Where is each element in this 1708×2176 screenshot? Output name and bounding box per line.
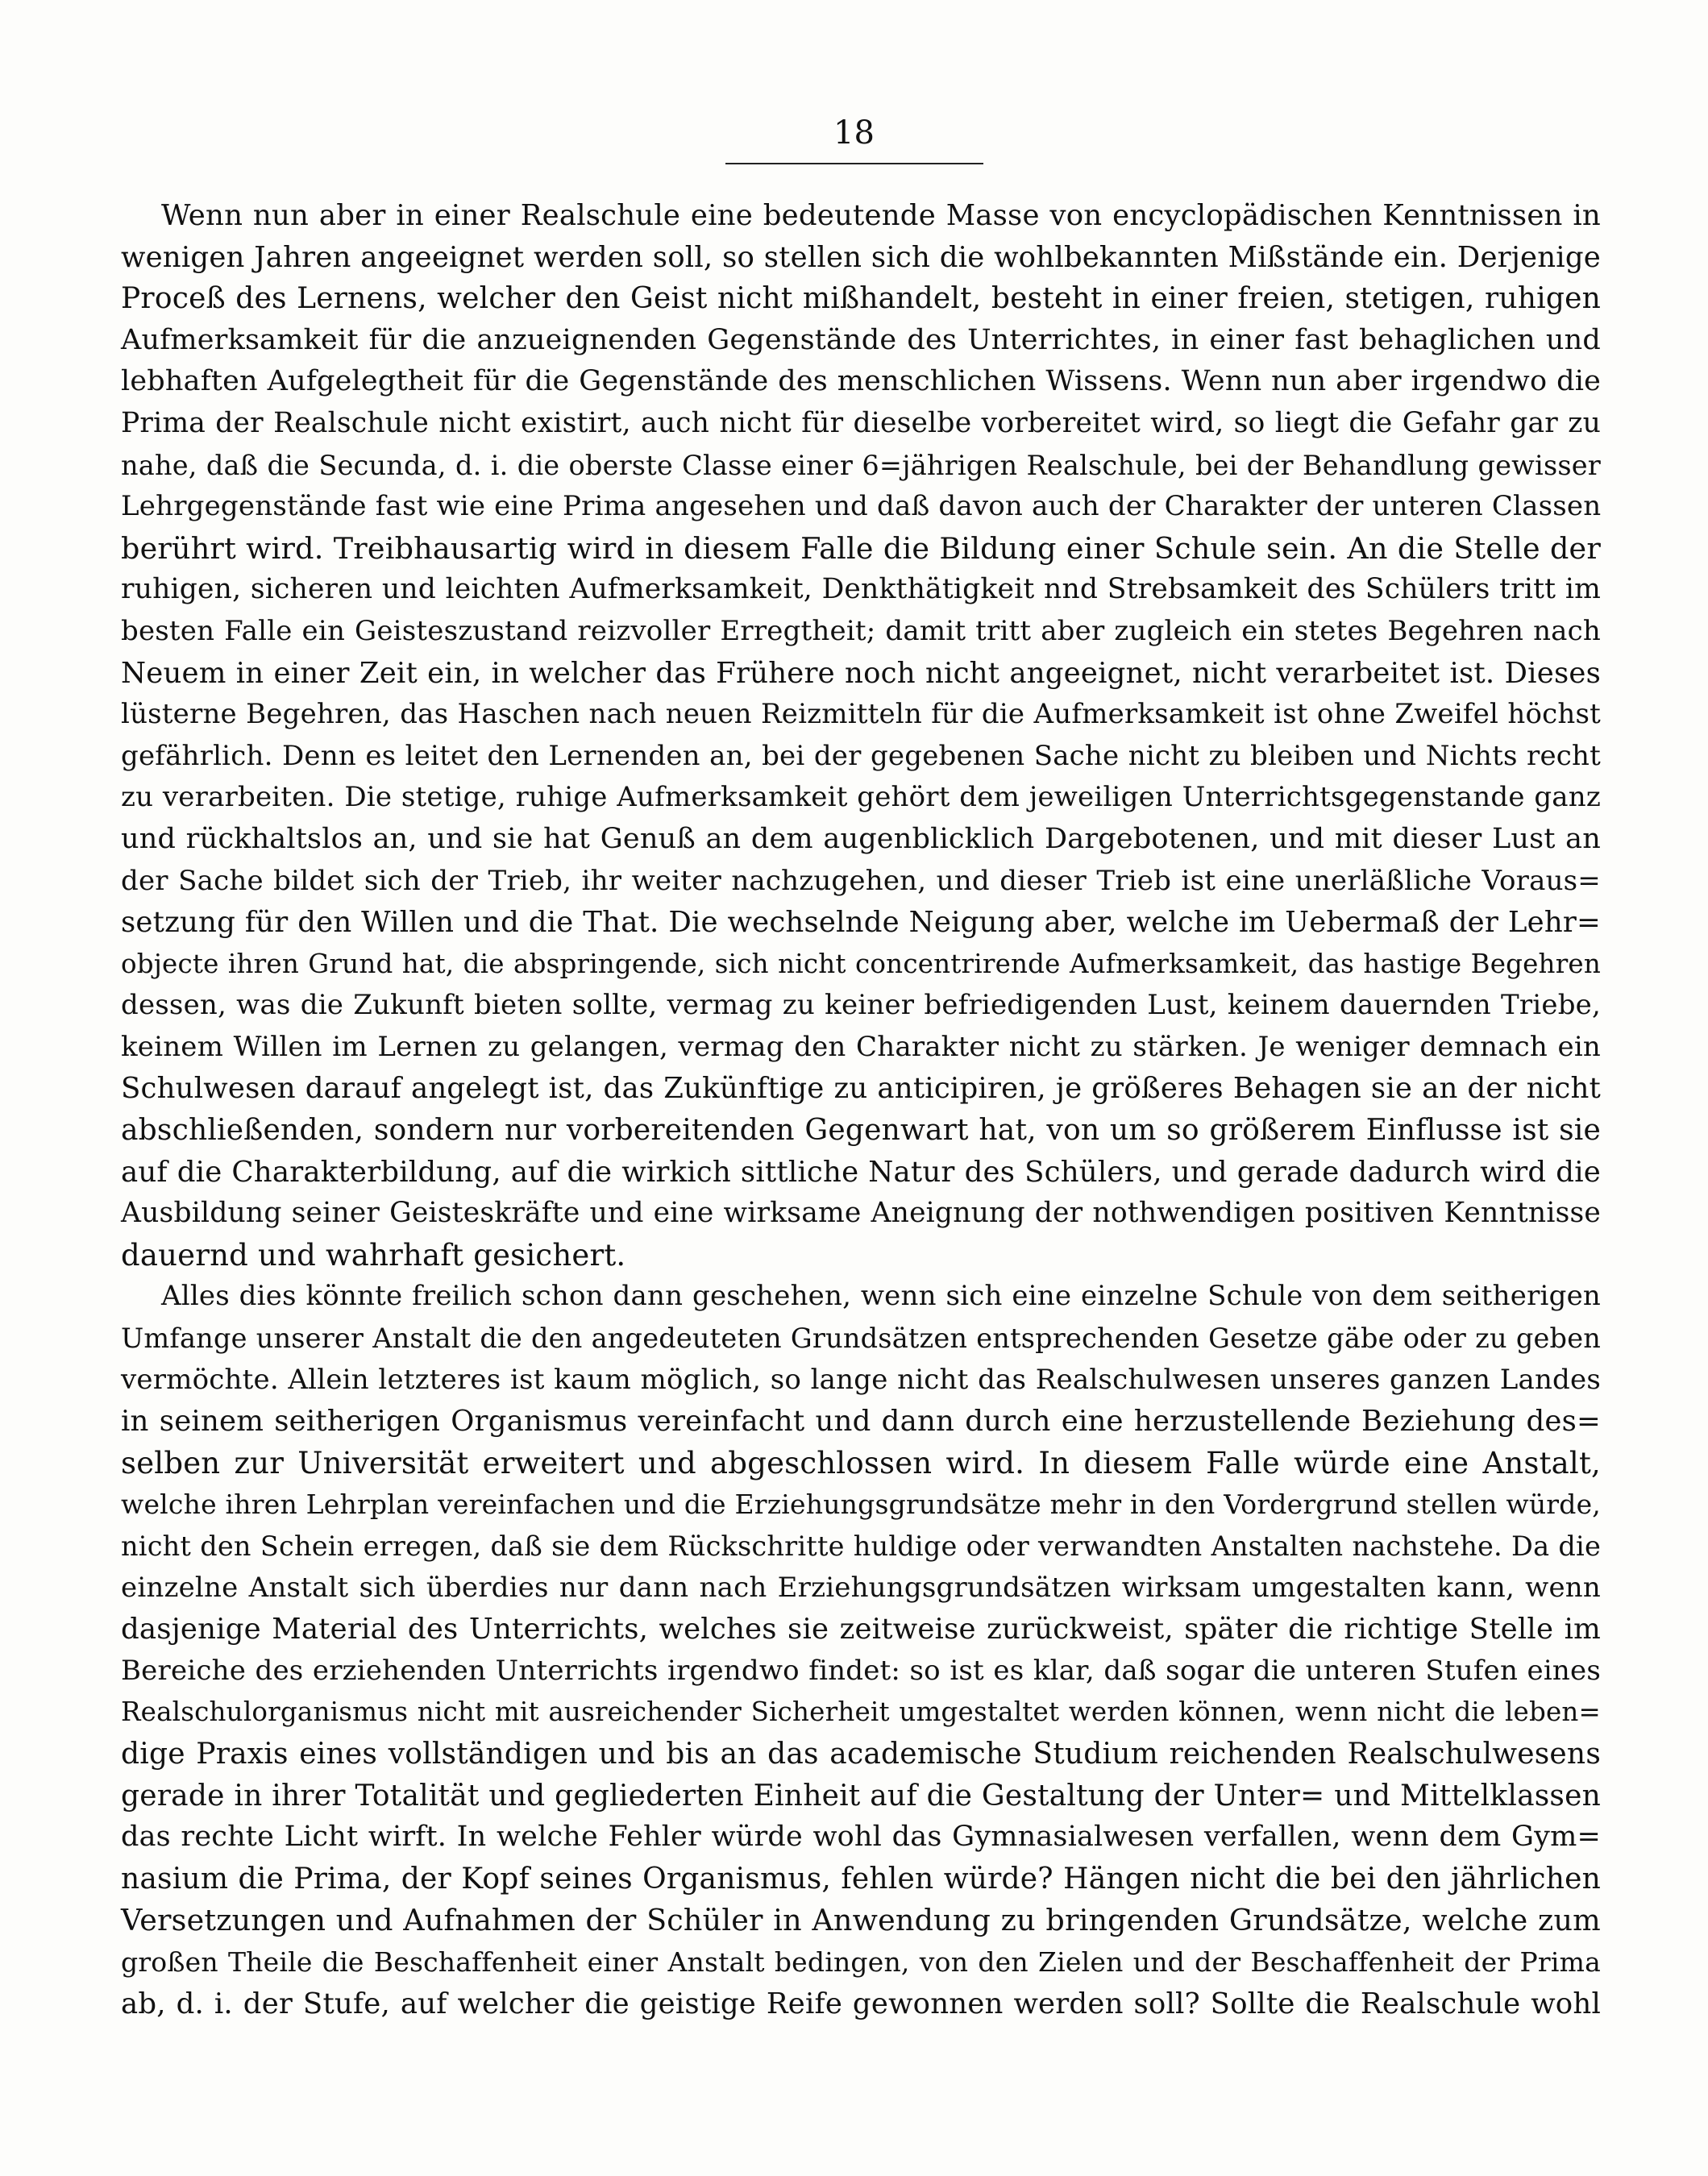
text-line: lebhaften Aufgelegtheit für die Gegenstände des menschlichen Wissens. Wenn nun aber irgendwo die	[121, 365, 1601, 398]
text-line: auf die Charakterbildung, auf die wirkich sittliche Natur des Schülers, und gerade dadurch wird die	[121, 1155, 1601, 1189]
text-line: keinem Willen im Lernen zu gelangen, vermag den Charakter nicht zu stärken. Je weniger demnach ein	[121, 1030, 1601, 1063]
paragraph-1	[121, 195, 1601, 1276]
text-line: in seinem seitherigen Organismus vereinfacht und dann durch eine herzustellende Beziehung des=	[121, 1405, 1601, 1439]
text-line: gerade in ihrer Totalität und gegliederten Einheit auf die Gestaltung der Unter= und Mittelklassen	[121, 1779, 1601, 1813]
text-line: Wenn nun aber in einer Realschule eine bedeutende Masse von encyclopädischen Kenntnissen in	[161, 199, 1601, 232]
page-number: 18	[833, 114, 875, 152]
body-text	[121, 195, 1601, 2024]
text-line: Prima der Realschule nicht existirt, auch nicht für dieselbe vorbereitet wird, so liegt die Gefahr gar zu	[121, 406, 1601, 439]
text-line: objecte ihren Grund hat, die abspringende, sich nicht concentrirende Aufmerksamkeit, das hastige Begehren	[121, 948, 1601, 979]
text-line: besten Falle ein Geisteszustand reizvoller Erregtheit; damit tritt aber zugleich ein stetes Begehren nach	[121, 614, 1601, 647]
text-line: dasjenige Material des Unterrichts, welches sie zeitweise zurückweist, später die richtige Stelle im	[121, 1613, 1601, 1647]
text-line: Realschulorganismus nicht mit ausreichender Sicherheit umgestaltet werden können, wenn nicht die leben=	[121, 1696, 1601, 1728]
text-line: und rückhaltslos an, und sie hat Genuß an dem augenblicklich Dargebotenen, und mit dieser Lust an	[121, 822, 1601, 855]
text-line: Aufmerksamkeit für die anzueignenden Gegenstände des Unterrichtes, in einer fast behaglichen und	[121, 323, 1601, 356]
text-line: einzelne Anstalt sich überdies nur dann nach Erziehungsgrundsätzen wirksam umgestalten kann, wenn	[121, 1571, 1601, 1604]
text-line: wenigen Jahren angeeignet werden soll, so stellen sich die wohlbekannten Mißstände ein. Derjenige	[121, 240, 1601, 274]
text-line: Ausbildung seiner Geisteskräfte und eine wirksame Aneignung der nothwendigen positiven Kenntnisse	[121, 1197, 1601, 1230]
text-line: dessen, was die Zukunft bieten sollte, vermag zu keiner befriedigenden Lust, keinem dauernden Triebe,	[121, 989, 1601, 1022]
text-line: nahe, daß die Secunda, d. i. die oberste Classe einer 6=jährigen Realschule, bei der Behandlung gewisser	[121, 449, 1601, 481]
header-rule	[725, 163, 983, 164]
text-line: nicht den Schein erregen, daß sie dem Rückschritte huldige oder verwandten Anstalten nachstehe. Da die	[121, 1530, 1601, 1562]
text-line: setzung für den Willen und die That. Die wechselnde Neigung aber, welche im Uebermaß der Lehr=	[121, 906, 1601, 940]
text-line: nasium die Prima, der Kopf seines Organismus, fehlen würde? Hängen nicht die bei den jährlichen	[121, 1862, 1601, 1896]
text-line: selben zur Universität erweitert und abgeschlossen wird. In diesem Falle würde eine Anstalt,	[121, 1445, 1601, 1480]
text-line: vermöchte. Allein letzteres ist kaum möglich, so lange nicht das Realschulwesen unseres ganzen Landes	[121, 1363, 1601, 1396]
text-line: der Sache bildet sich der Trieb, ihr weiter nachzugehen, und dieser Trieb ist eine unerläßliche Voraus=	[121, 864, 1601, 897]
text-line: welche ihren Lehrplan vereinfachen und die Erziehungsgrundsätze mehr in den Vordergrund stellen würde,	[121, 1489, 1601, 1521]
text-line: Proceß des Lernens, welcher den Geist nicht mißhandelt, besteht in einer freien, stetigen, ruhigen	[121, 282, 1601, 316]
paragraph-2	[121, 1276, 1601, 2024]
text-line: dauernd und wahrhaft gesichert.	[121, 1237, 626, 1273]
text-line: Lehrgegenstände fast wie eine Prima angesehen und daß davon auch der Charakter der unteren Classen	[121, 490, 1602, 523]
text-line: Umfange unserer Anstalt die den angedeuteten Grundsätzen entsprechenden Gesetze gäbe oder zu geben	[121, 1323, 1601, 1355]
text-line: lüsterne Begehren, das Haschen nach neuen Reizmitteln für die Aufmerksamkeit ist ohne Zweifel höchst	[121, 698, 1601, 731]
text-line: Bereiche des erziehenden Unterrichts irgendwo findet: so ist es klar, daß sogar die unteren Stufen eines	[121, 1654, 1601, 1687]
text-line: ruhigen, sicheren und leichten Aufmerksamkeit, Denkthätigkeit nnd Strebsamkeit des Schülers tritt im	[121, 573, 1601, 606]
text-line: dige Praxis eines vollständigen und bis an das academische Studium reichenden Realschulwesens	[121, 1737, 1601, 1771]
text-line: Versetzungen und Aufnahmen der Schüler in Anwendung zu bringenden Grundsätze, welche zum	[121, 1903, 1601, 1938]
text-line: großen Theile die Beschaffenheit einer Anstalt bedingen, von den Zielen und der Beschaffenheit der Prima	[121, 1946, 1601, 1978]
text-line: Schulwesen darauf angelegt ist, das Zukünftige zu anticipiren, je größeres Behagen sie an der nicht	[121, 1072, 1601, 1106]
text-line: ab, d. i. der Stufe, auf welcher die geistige Reife gewonnen werden soll? Sollte die Realschule wohl	[121, 1987, 1601, 2020]
text-line: Alles dies könnte freilich schon dann geschehen, wenn sich eine einzelne Schule von dem seitherigen	[161, 1280, 1601, 1313]
text-line: das rechte Licht wirft. In welche Fehler würde wohl das Gymnasialwesen verfallen, wenn dem Gym=	[121, 1821, 1601, 1854]
text-line: gefährlich. Denn es leitet den Lernenden an, bei der gegebenen Sache nicht zu bleiben und Nichts recht	[121, 739, 1601, 772]
text-line: berührt wird. Treibhausartig wird in diesem Falle die Bildung einer Schule sein. An die Stelle der	[121, 530, 1601, 566]
text-line: abschließenden, sondern nur vorbereitenden Gegenwart hat, von um so größerem Einflusse ist sie	[121, 1114, 1601, 1148]
text-line: zu verarbeiten. Die stetige, ruhige Aufmerksamkeit gehört dem jeweiligen Unterrichtsgegenstande ganz	[121, 781, 1601, 814]
text-line: Neuem in einer Zeit ein, in welcher das Frühere noch nicht angeeignet, nicht verarbeitet ist. Dieses	[121, 656, 1601, 690]
